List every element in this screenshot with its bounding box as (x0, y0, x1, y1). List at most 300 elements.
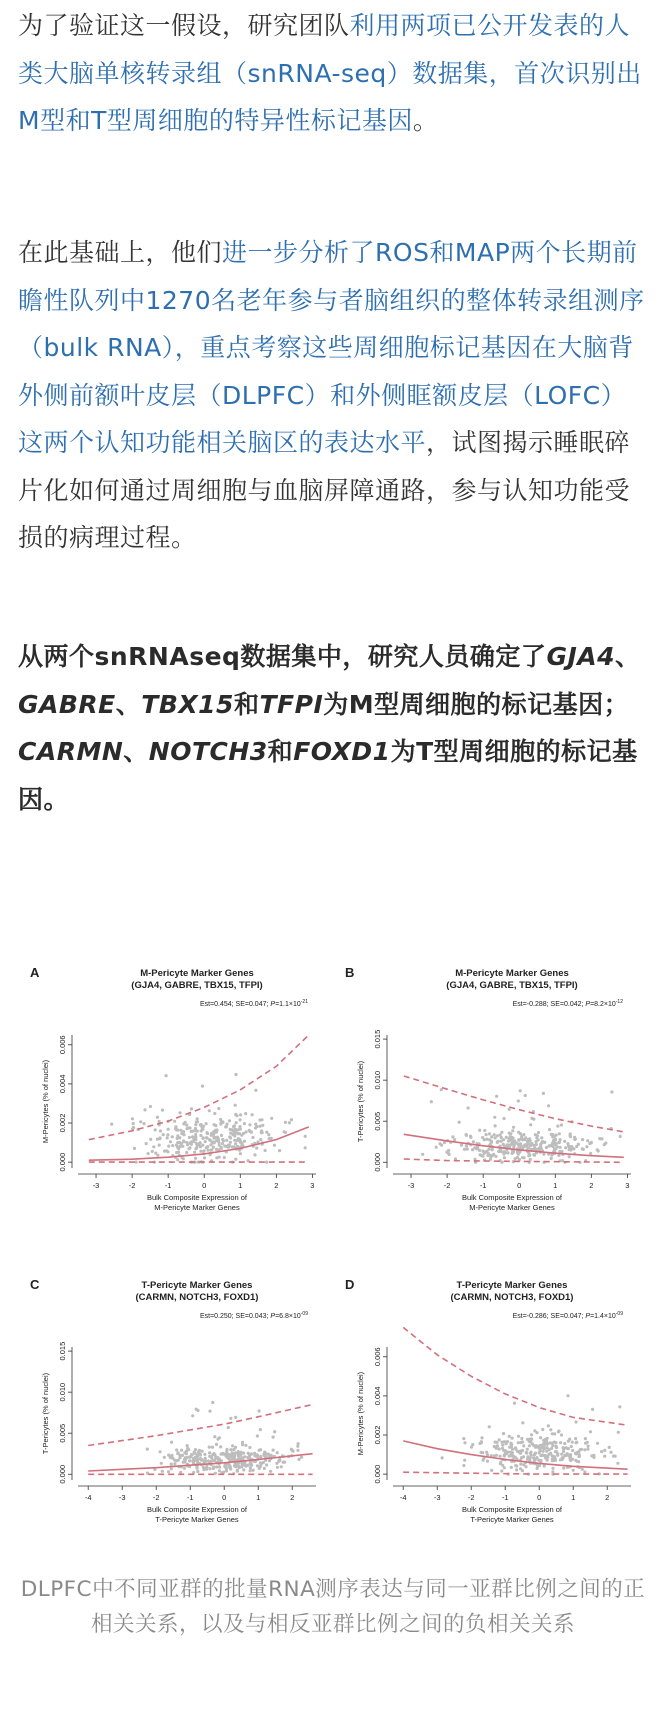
data-point (267, 1133, 270, 1136)
data-point (600, 1450, 603, 1453)
data-point (537, 1131, 540, 1134)
data-point (224, 1463, 227, 1466)
data-point (574, 1138, 577, 1141)
data-point (572, 1469, 575, 1472)
data-point (175, 1448, 178, 1451)
data-point (246, 1456, 249, 1459)
data-point (219, 1445, 222, 1448)
data-point (525, 1451, 528, 1454)
data-point (233, 1464, 236, 1467)
data-point (509, 1135, 512, 1138)
data-point (534, 1452, 537, 1455)
data-point (272, 1449, 275, 1452)
data-point (541, 1428, 544, 1431)
data-point (195, 1408, 198, 1411)
data-point (231, 1458, 234, 1461)
data-point (480, 1154, 483, 1157)
data-point (207, 1149, 210, 1152)
data-point (505, 1136, 508, 1139)
data-point (485, 1451, 488, 1454)
data-point (517, 1099, 520, 1102)
data-point (248, 1123, 251, 1126)
data-point (258, 1409, 261, 1412)
separator: 、 (615, 642, 641, 671)
data-point (491, 1148, 494, 1151)
data-point (571, 1449, 574, 1452)
data-point (478, 1129, 481, 1132)
data-point (229, 1128, 232, 1131)
x-tick-label: 2 (605, 1493, 610, 1502)
data-point (534, 1458, 537, 1461)
data-point (497, 1150, 500, 1153)
upper-bound-line (88, 1405, 312, 1446)
data-point (596, 1442, 599, 1445)
data-point (493, 1116, 496, 1119)
data-point (501, 1464, 504, 1467)
x-tick-label: 3 (625, 1181, 630, 1190)
data-point (215, 1148, 218, 1151)
data-point (270, 1117, 273, 1120)
data-point (583, 1470, 586, 1473)
data-point (273, 1144, 276, 1147)
data-point (539, 1459, 542, 1462)
data-point (218, 1469, 221, 1472)
data-point (555, 1134, 558, 1137)
data-point (484, 1151, 487, 1154)
data-point (483, 1138, 486, 1141)
data-point (205, 1122, 208, 1125)
gene-name: GABRE (18, 689, 116, 719)
data-point (503, 1156, 506, 1159)
data-point (463, 1441, 466, 1444)
separator: 、 (123, 737, 149, 766)
data-point (512, 1141, 515, 1144)
data-point (180, 1142, 183, 1145)
data-point (542, 1450, 545, 1453)
data-point (509, 1442, 512, 1445)
data-point (542, 1439, 545, 1442)
data-point (458, 1121, 461, 1124)
data-point (519, 1089, 522, 1092)
data-point (239, 1152, 242, 1155)
data-point (568, 1155, 571, 1158)
data-point (438, 1142, 441, 1145)
data-point (192, 1459, 195, 1462)
data-point (199, 1453, 202, 1456)
data-point (177, 1459, 180, 1462)
data-point (240, 1465, 243, 1468)
data-point (238, 1466, 241, 1469)
data-point (488, 1425, 491, 1428)
data-point (574, 1420, 577, 1423)
data-point (512, 1126, 515, 1129)
panel-letter: A (30, 965, 40, 980)
data-point (254, 1126, 257, 1129)
data-point (618, 1405, 621, 1408)
data-point (146, 1448, 149, 1451)
data-point (253, 1452, 256, 1455)
data-point (194, 1123, 197, 1126)
data-point (541, 1453, 544, 1456)
data-point (586, 1448, 589, 1451)
y-axis-label: T-Pericytes (% of nuclei) (41, 1372, 50, 1455)
separator: 、 (115, 689, 142, 719)
data-point (212, 1132, 215, 1135)
data-point (188, 1136, 191, 1139)
data-point (199, 1123, 202, 1126)
gene-name: FOXD1 (293, 737, 391, 766)
data-point (221, 1121, 224, 1124)
data-point (545, 1455, 548, 1458)
data-point (512, 1454, 515, 1457)
data-point (603, 1449, 606, 1452)
data-point (201, 1144, 204, 1147)
highlighted-text: 进一步分析了ROS和MAP两个长期前瞻性队列中1270名老年参与者脑组织的整体转录组测序（bulk RNA），重点考察这些周细胞标记基因在大脑背外侧前额叶皮层（DLPFC）和外侧眶额皮层（LOFC）这两个认知功能相关脑区的表达水平 (18, 238, 645, 457)
data-point (553, 1455, 556, 1458)
data-point (502, 1432, 505, 1435)
data-point (520, 1456, 523, 1459)
figure-caption: DLPFC中不同亚群的批量RNA测序表达与同一亚群比例之间的正相关关系，以及与相反亚群比例之间的负相关关系 (20, 1577, 646, 1637)
data-point (179, 1129, 182, 1132)
data-point (234, 1142, 237, 1145)
data-point (539, 1145, 542, 1148)
data-point (167, 1145, 170, 1148)
data-point (297, 1458, 300, 1461)
data-point (255, 1147, 258, 1150)
data-point (540, 1136, 543, 1139)
data-point (234, 1158, 237, 1161)
data-point (575, 1452, 578, 1455)
data-point (448, 1153, 451, 1156)
data-point (207, 1460, 210, 1463)
data-point (170, 1467, 173, 1470)
x-tick-label: -2 (443, 1181, 451, 1190)
data-point (511, 1437, 514, 1440)
data-point (276, 1451, 279, 1454)
data-point (229, 1417, 232, 1420)
data-point (441, 1456, 444, 1459)
data-point (559, 1146, 562, 1149)
x-tick-label: -2 (467, 1493, 475, 1502)
data-point (244, 1130, 247, 1133)
data-point (284, 1121, 287, 1124)
data-point (528, 1444, 531, 1447)
chart-subtitle: (GJA4, GABRE, TBX15, TFPI) (446, 980, 578, 991)
data-point (196, 1460, 199, 1463)
data-point (222, 1139, 225, 1142)
data-point (542, 1444, 545, 1447)
data-point (232, 1448, 235, 1451)
data-point (577, 1450, 580, 1453)
data-point (543, 1464, 546, 1467)
x-axis-label: Bulk Composite Expression of (461, 1505, 563, 1514)
data-point (258, 1449, 261, 1452)
x-tick-label: -2 (128, 1181, 136, 1190)
x-tick-label: -3 (118, 1493, 126, 1502)
data-point (195, 1120, 198, 1123)
data-point (529, 1451, 532, 1454)
paragraph-text: ，试图揭示睡眠碎片化如何通过周细胞与血脑屏障通路，参与认知功能受损的病理过程。 (18, 428, 631, 552)
data-point (465, 1144, 468, 1147)
data-point (524, 1465, 527, 1468)
y-axis-label: M-Pericytes (% of nuclei) (41, 1059, 50, 1144)
y-tick-label: 0.015 (373, 1029, 382, 1049)
data-point (232, 1125, 235, 1128)
data-point (158, 1144, 161, 1147)
data-point (495, 1441, 498, 1444)
data-point (550, 1133, 553, 1136)
y-tick-label: 0.000 (373, 1152, 382, 1172)
data-point (548, 1448, 551, 1451)
data-point (135, 1161, 138, 1164)
data-point (575, 1145, 578, 1148)
data-point (196, 1117, 199, 1120)
data-point (535, 1136, 538, 1139)
data-point (482, 1459, 485, 1462)
data-point (188, 1459, 191, 1462)
data-point (194, 1157, 197, 1160)
data-point (176, 1452, 179, 1455)
data-point (574, 1437, 577, 1440)
x-tick-label: 1 (238, 1181, 243, 1190)
data-point (578, 1453, 581, 1456)
data-point (247, 1452, 250, 1455)
data-point (617, 1431, 620, 1434)
data-point (538, 1445, 541, 1448)
data-point (225, 1139, 228, 1142)
data-point (215, 1129, 218, 1132)
data-point (551, 1467, 554, 1470)
data-point (232, 1145, 235, 1148)
data-point (471, 1148, 474, 1151)
data-point (560, 1123, 563, 1126)
data-point (194, 1136, 197, 1139)
data-point (196, 1470, 199, 1473)
data-point (244, 1444, 247, 1447)
data-point (250, 1452, 253, 1455)
data-point (569, 1458, 572, 1461)
data-point (216, 1457, 219, 1460)
data-point (213, 1112, 216, 1115)
data-point (296, 1445, 299, 1448)
data-point (577, 1460, 580, 1463)
data-point (237, 1450, 240, 1453)
data-point (466, 1148, 469, 1151)
y-tick-label: 0.010 (373, 1070, 382, 1090)
data-point (505, 1442, 508, 1445)
data-point (557, 1430, 560, 1433)
y-axis-label: T-Pericytes (% of nuclei) (356, 1060, 365, 1143)
data-point (183, 1460, 186, 1463)
data-point (235, 1121, 238, 1124)
data-point (563, 1140, 566, 1143)
data-point (220, 1147, 223, 1150)
data-point (208, 1109, 211, 1112)
data-point (585, 1145, 588, 1148)
paragraph-marker-genes (18, 633, 648, 823)
data-point (185, 1151, 188, 1154)
x-tick-label: -1 (501, 1493, 509, 1502)
data-point (206, 1145, 209, 1148)
data-point (225, 1469, 228, 1472)
x-tick-label: 2 (290, 1493, 295, 1502)
data-point (154, 1128, 157, 1131)
data-point (211, 1446, 214, 1449)
data-point (189, 1141, 192, 1144)
data-point (542, 1092, 545, 1095)
data-point (208, 1410, 211, 1413)
data-point (556, 1125, 559, 1128)
data-point (254, 1123, 257, 1126)
upper-bound-line (403, 1327, 627, 1425)
chart-title: M-Pericyte Marker Genes (455, 968, 569, 979)
data-point (567, 1453, 570, 1456)
data-point (552, 1139, 555, 1142)
paragraph-text: 为了验证这一假设，研究团队 (18, 11, 350, 40)
data-point (170, 1441, 173, 1444)
lower-bound-line (403, 1472, 627, 1474)
data-point (539, 1436, 542, 1439)
data-point (546, 1443, 549, 1446)
data-point (509, 1451, 512, 1454)
data-point (228, 1119, 231, 1122)
data-point (515, 1468, 518, 1471)
data-point (248, 1446, 251, 1449)
data-point (465, 1133, 468, 1136)
data-point (263, 1451, 266, 1454)
data-point (166, 1150, 169, 1153)
data-point (508, 1108, 511, 1111)
gene-name: TBX15 (141, 689, 234, 719)
data-point (488, 1132, 491, 1135)
data-point (161, 1109, 164, 1112)
data-point (490, 1135, 493, 1138)
data-point (430, 1100, 433, 1103)
data-point (499, 1461, 502, 1464)
data-point (504, 1151, 507, 1154)
data-point (187, 1126, 190, 1129)
data-point (575, 1441, 578, 1444)
data-point (214, 1124, 217, 1127)
data-point (500, 1469, 503, 1472)
data-point (234, 1073, 237, 1076)
x-tick-label: 1 (256, 1493, 261, 1502)
data-point (554, 1147, 557, 1150)
data-point (478, 1442, 481, 1445)
data-point (495, 1095, 498, 1098)
data-point (193, 1452, 196, 1455)
data-point (563, 1442, 566, 1445)
data-point (132, 1122, 135, 1125)
data-point (584, 1437, 587, 1440)
data-point (212, 1459, 215, 1462)
data-point (160, 1462, 163, 1465)
data-point (556, 1454, 559, 1457)
data-point (173, 1120, 176, 1123)
data-point (241, 1443, 244, 1446)
data-point (510, 1466, 513, 1469)
data-point (229, 1136, 232, 1139)
data-point (258, 1467, 261, 1470)
data-point (508, 1435, 511, 1438)
data-point (566, 1447, 569, 1450)
x-tick-label: -1 (479, 1181, 487, 1190)
data-point (283, 1130, 286, 1133)
gene-name: TFPI (259, 689, 324, 719)
data-point (218, 1466, 221, 1469)
data-point (200, 1129, 203, 1132)
data-point (156, 1116, 159, 1119)
data-point (252, 1469, 255, 1472)
data-point (258, 1125, 261, 1128)
data-point (486, 1138, 489, 1141)
data-point (167, 1128, 170, 1131)
data-point (481, 1451, 484, 1454)
data-point (614, 1455, 617, 1458)
data-point (510, 1138, 513, 1141)
chart-title: T-Pericyte Marker Genes (456, 1280, 568, 1291)
data-point (176, 1158, 179, 1161)
data-point (203, 1453, 206, 1456)
data-point (243, 1140, 246, 1143)
data-point (499, 1455, 502, 1458)
data-point (234, 1104, 237, 1107)
stat-annotation: Est=0.250; SE=0.043; $P=6.8\times 10^{-09}$ (199, 1311, 308, 1320)
x-axis-label: T-Pericyte Marker Genes (155, 1515, 239, 1524)
data-point (205, 1136, 208, 1139)
data-point (244, 1464, 247, 1467)
data-point (532, 1444, 535, 1447)
data-point (564, 1146, 567, 1149)
data-point (209, 1143, 212, 1146)
data-point (239, 1451, 242, 1454)
data-point (562, 1447, 565, 1450)
data-point (528, 1143, 531, 1146)
data-point (616, 1462, 619, 1465)
data-point (182, 1133, 185, 1136)
data-point (163, 1150, 166, 1153)
data-point (202, 1136, 205, 1139)
data-point (229, 1448, 232, 1451)
data-point (259, 1428, 262, 1431)
data-point (171, 1144, 174, 1147)
paragraph-text: 。 (412, 106, 439, 135)
chart-subtitle: (GJA4, GABRE, TBX15, TFPI) (131, 980, 263, 991)
data-point (190, 1453, 193, 1456)
data-point (490, 1140, 493, 1143)
data-point (192, 1140, 195, 1143)
data-point (220, 1134, 223, 1137)
data-point (469, 1135, 472, 1138)
data-point (514, 1448, 517, 1451)
highlighted-text: 利用两项已公开发表的人类大脑单核转录组（snRNA-seq）数据集，首次识别出M型和T型周细胞的特异性标记基因 (18, 11, 642, 135)
data-point (550, 1442, 553, 1445)
data-point (560, 1433, 563, 1436)
data-point (249, 1466, 252, 1469)
x-tick-label: -1 (164, 1181, 172, 1190)
data-point (608, 1446, 611, 1449)
data-point (142, 1122, 145, 1125)
y-tick-label: 0.015 (58, 1341, 67, 1361)
data-point (256, 1434, 259, 1437)
data-point (527, 1151, 530, 1154)
data-point (555, 1445, 558, 1448)
data-point (151, 1150, 154, 1153)
data-point (143, 1108, 146, 1111)
data-point (199, 1141, 202, 1144)
data-point (485, 1133, 488, 1136)
data-point (145, 1142, 148, 1145)
